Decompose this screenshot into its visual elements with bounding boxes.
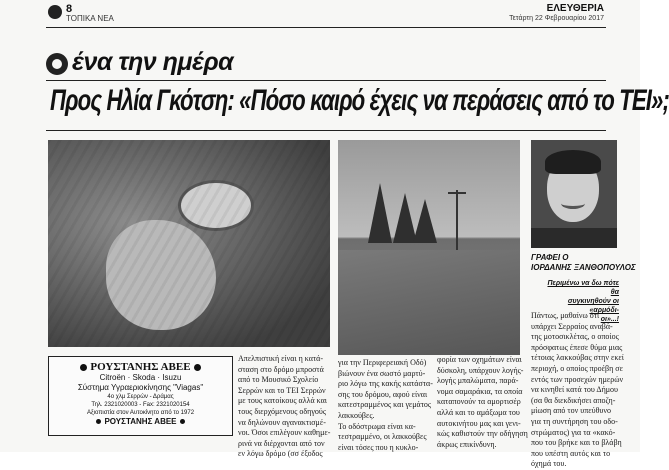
article-line: λογής μπαλώματα, παρά- [437, 376, 519, 386]
article-line: με τους κατοίκους αλλά και [238, 396, 327, 406]
road-photo [338, 140, 520, 355]
article-line: που του βρήκε και το βλάβη [531, 438, 622, 448]
ad-system: Σύστημα Υγραεριοκίνησης "Viagas" [77, 383, 204, 392]
article-line: σταση στο δρόμο μπροστά [238, 364, 324, 374]
road-surface [338, 250, 520, 355]
author-shirt [531, 228, 617, 248]
author-name: ΙΟΡΔΑΝΗΣ ΞΑΝΘΟΠΟΥΛΟΣ [531, 263, 636, 272]
advertisement-box [48, 356, 233, 436]
article-line: νοι. Όσοι επιλέγουν καθημε- [238, 428, 331, 438]
article-line: καταπονούν τα αμορτισέρ [437, 397, 521, 407]
article-line: τέτοιας λακκούβας στην εκεί [531, 353, 624, 363]
header-rule [46, 27, 606, 28]
asphalt-texture [48, 140, 330, 347]
bullet-icon [96, 419, 101, 424]
article-line: άκρως επικίνδυνη. [437, 439, 497, 449]
article-column-1 [238, 354, 332, 460]
ad-brands: Citroën · Skoda · Isuzu [99, 373, 182, 382]
article-line: όχημά του. [531, 459, 567, 469]
column-title: ένα την ημέρα [72, 48, 234, 76]
ad-footer: ΡΟΥΣΤΑΝΗΣ ΑΒΕΕ [49, 417, 232, 427]
section-label: ΤΟΠΙΚΑ ΝΕΑ [66, 14, 114, 23]
headline-rule [46, 130, 606, 131]
article-line: εντός των προσεχών ημερών [531, 374, 624, 384]
bullet-icon [194, 364, 201, 371]
ad-since: Αξιοπιστία στον Αυτοκίνητο από το 1972 [86, 410, 195, 416]
article-column-4 [531, 311, 624, 470]
article-line: Απελπιστική είναι η κατά- [238, 354, 324, 363]
article-line: να κινηθεί κατά του Δήμου [531, 385, 619, 395]
article-line: βιώνουν ένα σωστό μαρτύ- [338, 368, 426, 378]
author-caption [531, 253, 636, 273]
article-column-3 [437, 355, 528, 450]
bullet-icon [180, 419, 185, 424]
page-number: 8 [66, 3, 73, 15]
issue-date: Τετάρτη 22 Φεβρουαρίου 2017 [509, 15, 604, 22]
article-line: τους διερχόμενους οδηγούς [238, 406, 327, 416]
article-line: από το Μουσικό Σχολείο [238, 375, 319, 385]
article-line: περιοχή, ο οποίος προέβη σε [531, 363, 623, 373]
article-line: λακκούβες. [338, 410, 375, 420]
article-line: υπάρχει Σερραίος αναβά- [531, 321, 613, 331]
article-column-2 [338, 358, 433, 453]
banner-rule [46, 80, 606, 81]
column-logo-icon [46, 53, 68, 75]
ad-address: 4ο χλμ Σερρών - Δράμας [107, 394, 174, 400]
article-line: Το οδόστρωμα είναι κα- [338, 421, 416, 431]
newspaper-name: ΕΛΕΥΘΕΡΙΑ [546, 3, 604, 14]
article-line: της μοτοσικλέτας, ο οποίος [531, 332, 619, 342]
tree-shape [368, 183, 392, 243]
article-line: φορία των οχημάτων είναι [437, 355, 522, 364]
pothole-photo [48, 140, 330, 347]
pull-quote-line: οι»...! [600, 316, 619, 323]
article-line: δύσκολη, υπάρχουν λογής- [437, 365, 524, 375]
author-caption-line: ΓΡΑΦΕΙ Ο [531, 253, 569, 262]
article-line: Πάντως, μαθαίνω ότι [531, 311, 600, 320]
article-line: ριο λόγω της κακής κατάστα- [338, 379, 433, 389]
article-line: για την Περιφερειακή Οδό) [338, 358, 427, 367]
article-line: για τη συντήρηση του οδο- [531, 416, 618, 426]
bullet-icon [80, 364, 87, 371]
pull-quote-line: συγκινηθούν οι «αρμόδι- [567, 298, 619, 314]
page-number-badge-icon [48, 5, 62, 19]
article-line: νομα σαμαράκια, τα οποία [437, 386, 523, 396]
article-line: εν λόγω δρόμο (σσ έξοδος [238, 449, 323, 459]
author-portrait [531, 140, 617, 248]
article-line: (σα θα διεκδικήσει αποζη- [531, 395, 616, 405]
article-headline: Προς Ηλία Γκότση: «Πόσο καιρό έχεις να περάσεις από το ΤΕΙ»; [50, 84, 669, 117]
article-line: μίωση από τον υπεύθυνο [531, 406, 611, 416]
article-line: σης του δρόμου, αφού είναι [338, 389, 428, 399]
tree-shape [413, 199, 437, 243]
article-line: αυτοκινήτου μας και γενι- [437, 418, 521, 428]
author-hair [545, 150, 601, 174]
article-line: είναι τόσες που η κυκλο- [338, 442, 419, 452]
article-line: να δηλώνουν αγανακτισμέ- [238, 417, 326, 427]
article-line: Σερρών και το ΤΕΙ Σερρών [238, 385, 326, 395]
utility-pole-bar [448, 192, 466, 194]
article-line: ρινά να διέρχονται από τον [238, 438, 325, 448]
ad-title: ΡΟΥΣΤΑΝΗΣ ΑΒΕΕ [49, 361, 232, 373]
article-line: κώς καθιστούν την οδήγηση [437, 429, 528, 439]
pull-quote-line: Περιμένω να δω πότε θα [547, 280, 619, 296]
author-smile [561, 198, 585, 209]
article-line: κατεστραμμένος και γεμάτος [338, 400, 432, 410]
article-line: που υπέστη αυτός και το [531, 448, 611, 458]
article-line: στρώματος) για τα «κακό- [531, 427, 616, 437]
article-line: πρόσφατως έπεσε θύμα μιας [531, 342, 623, 352]
article-line: αλλά και το αμάξωμα του [437, 407, 520, 417]
ad-phone: Τηλ. 2321020003 - Fax: 2321020154 [91, 402, 190, 408]
article-line: τεστραμμένο, οι λακκούβες [338, 432, 427, 442]
